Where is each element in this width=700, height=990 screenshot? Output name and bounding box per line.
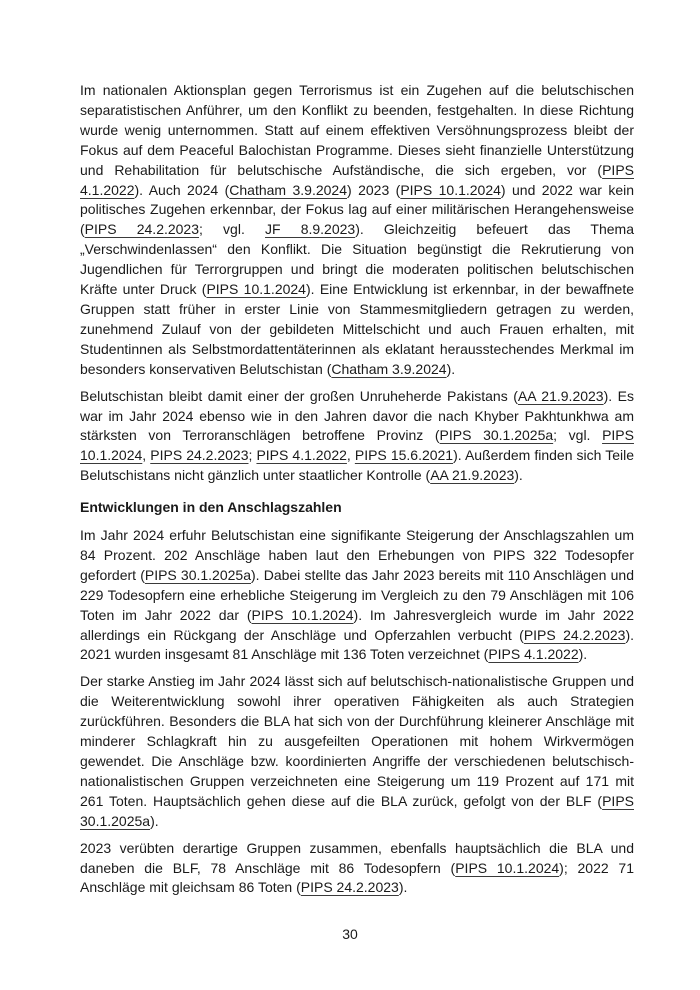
text-run: ; vgl. [199,221,265,238]
citation-link[interactable]: AA 21.9.2023 [517,387,604,404]
text-run: Belutschistan bleibt damit einer der großen Unruheherde Pakistans ( [80,387,518,404]
body-paragraph [80,526,634,665]
text-run: ; [248,447,257,464]
text-run: , [142,447,151,464]
citation-link[interactable]: PIPS 24.2.2023 [300,879,399,896]
page-number: 30 [342,926,358,942]
section-heading: Entwicklungen in den Anschlagszahlen [80,499,342,516]
citation-link[interactable]: PIPS 4.1.2022 [80,161,634,198]
citation-link[interactable]: PIPS 10.1.2024 [400,181,501,198]
body-paragraph [80,81,634,380]
text-run: ). [578,646,588,663]
text-run: ). Im Jahresvergleich wurde im Jahr 2022 allerdings ein Rückgang der Anschläge und Opferzahlen verbucht ( [80,606,634,643]
citation-link[interactable]: Chatham 3.9.2024 [229,181,347,198]
citation-link[interactable]: PIPS 4.1.2022 [488,646,579,663]
text-run: ). [514,467,523,484]
citation-link[interactable]: PIPS 10.1.2024 [80,427,634,464]
citation-link[interactable]: PIPS 30.1.2025a [439,427,554,444]
text-run: ). Dabei stellte das Jahr 2023 bereits mit 110 Anschlägen und 229 Todesopfern eine erhebliche Steigerung im Vergleich zu den 79 Anschlägen mit 106 Toten im Jahr 2022 dar ( [80,566,634,623]
text-run: ) 2023 ( [347,181,401,198]
text-run: Der starke Anstieg im Jahr 2024 lässt sich auf belutschisch-nationalistische Gruppen und die Weiterentwicklung sowohl ihrer operativen Fähigkeiten als auch Strategien zurückführen. Besonders die BLA hat sich von der Durchführung kleinerer Anschläge mit minderer Schlagkraft hin zu ausgefeilten Operationen mit hohem Wirkvermögen gewendet. Die Anschläge bzw. koordinierten Angriffe der verschiedenen belutschisch-nationalistischen Gruppen verzeichneten eine Steigerung um 119 Prozent auf 171 mit 261 Toten. Hauptsächlich gehen diese auf die BLA zurück, gefolgt von der BLF ( [80,673,634,809]
text-run: ). Eine Entwicklung ist erkennbar, in der bewaffnete Gruppen statt früher in erster Linie von Stammesmitgliedern getragen zu werden, zunehmend Zulauf von der gebildeten Mittelschicht und auch Frauen erhalten, mit Studentinnen als Selbstmordattentäterinnen als eklatant herausstechendes Merkmal im besonders konservativen Belutschistan ( [80,281,635,377]
text-run: ). Gleichzeitig befeuert das Thema „Verschwindenlassen“ den Konflikt. Die Situation begünstigt die Rekrutierung von Jugendlichen für Terrorgruppen und bringt die moderaten politischen belutschischen Kräfte unter Druck ( [80,221,634,298]
citation-link[interactable]: PIPS 24.2.2023 [523,626,626,643]
citation-link[interactable]: PIPS 10.1.2024 [206,281,306,298]
citation-link[interactable]: JF 8.9.2023 [265,221,356,238]
text-run: Im Jahr 2024 erfuhr Belutschistan eine signifikante Steigerung der Anschlagszahlen um 84 Prozent. 202 Anschläge haben laut den Erhebungen von PIPS 322 Todesopfer gefordert ( [80,527,634,583]
text-run: Im nationalen Aktionsplan gegen Terrorismus ist ein Zugehen auf die belutschischen separatistischen Anführer, um den Konflikt zu beenden, festgehalten. In diese Richtung wurde wenig unternommen. Statt auf einem effektiven Versöhnungsprozess bleibt der Fokus auf dem Peaceful Balochistan Programme. Dieses sieht finanzielle Unterstützung und Rehabilitation für belutschische Aufständische, die sich ergeben, vor ( [80,82,634,178]
text-run: , [346,447,355,464]
document-body [80,81,634,905]
citation-link[interactable]: AA 21.9.2023 [430,467,515,484]
citation-link[interactable]: PIPS 24.2.2023 [150,447,249,464]
body-paragraph [80,839,634,899]
text-run: ). [398,879,408,896]
citation-link[interactable]: PIPS 10.1.2024 [251,606,354,623]
text-run: ). 2021 wurden insgesamt 81 Anschläge mit 136 Toten verzeichnet ( [80,626,634,663]
text-run: ); 2022 71 Anschläge mit gleichsam 86 Toten ( [80,859,634,896]
text-run: 2023 verübten derartige Gruppen zusammen, ebenfalls hauptsächlich die BLA und daneben die BLF, 78 Anschläge mit 86 Todesopfern ( [80,839,634,876]
citation-link[interactable]: PIPS 15.6.2021 [354,447,454,464]
text-run: ). Es war im Jahr 2024 ebenso wie in den Jahren davor die nach Khyber Pakhtunkhwa am stärksten von Terroranschlägen betroffene Provinz ( [80,387,634,444]
citation-link[interactable]: PIPS 30.1.2025a [144,566,251,583]
citation-link[interactable]: Chatham 3.9.2024 [331,360,447,377]
text-run: ). [150,812,159,829]
text-run: ). [446,360,456,377]
body-paragraph [80,672,634,831]
text-run: ). Auch 2024 ( [134,181,230,198]
text-run: ). Außerdem finden sich Teile Belutschistans nicht gänzlich unter staatlicher Kontrolle ( [80,447,635,484]
citation-link[interactable]: PIPS 24.2.2023 [84,221,200,238]
body-paragraph [80,387,634,487]
citation-link[interactable]: PIPS 30.1.2025a [80,792,634,829]
text-run: ) und 2022 war kein politisches Zugehen erkennbar, der Fokus lag auf einer militärischen Herangehensweise ( [80,181,635,238]
citation-link[interactable]: PIPS 10.1.2024 [455,859,560,876]
text-run: ; vgl. [553,427,603,444]
citation-link[interactable]: PIPS 4.1.2022 [256,447,347,464]
